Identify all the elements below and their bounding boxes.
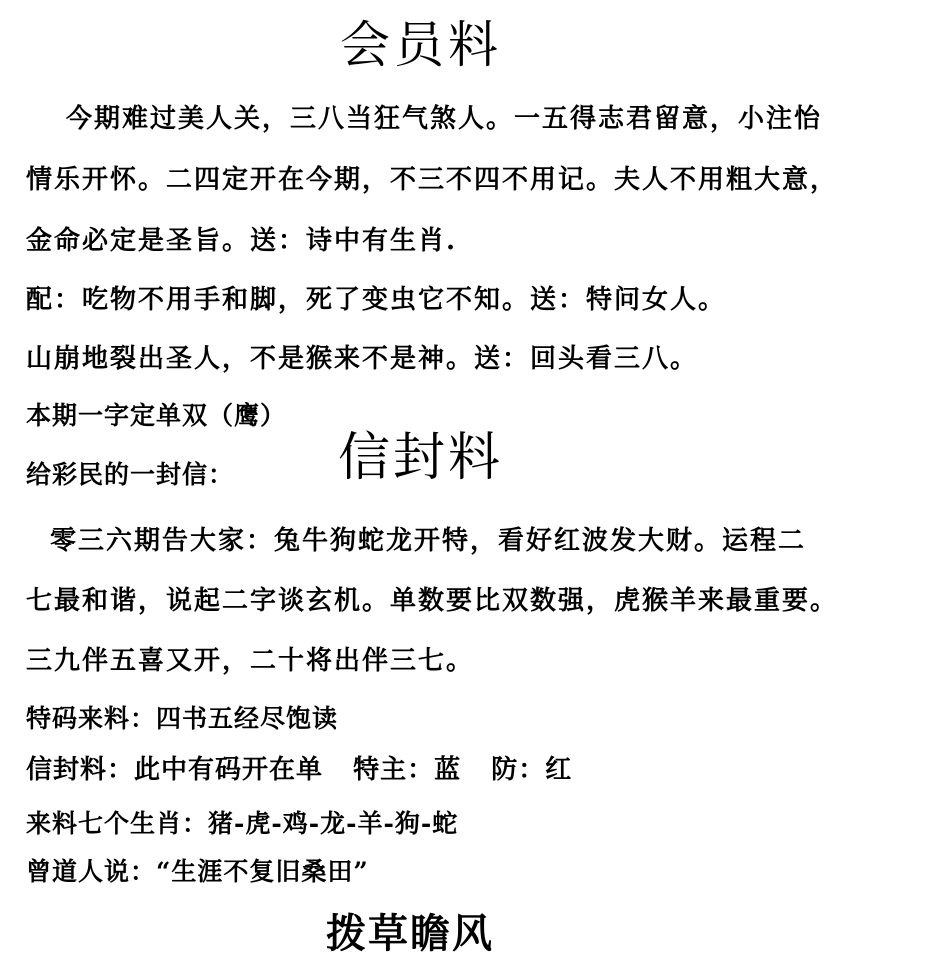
envelope-poem-line-2: 七最和谐，说起二字谈玄机。单数要比双数强，虎猴羊来最重要。 (26, 586, 839, 616)
member-poem-line-2: 情乐开怀。二四定开在今期，不三不四不用记。夫人不用粗大意， (26, 165, 839, 195)
envelope-info-line: 信封料：此中有码开在单 特主：蓝 防：红 (26, 755, 573, 785)
envelope-poem-line-3: 三九伴五喜又开，二十将出伴三七。 (26, 646, 475, 676)
member-poem-line-1: 今期难过美人关，三八当狂气煞人。一五得志君留意，小注怡 (66, 104, 823, 134)
member-section-title: 会员料 (340, 16, 502, 74)
special-code-line: 特码来料：四书五经尽饱读 (26, 704, 339, 733)
zodiac-seven-line: 来料七个生肖：猪-虎-鸡-龙-羊-狗-蛇 (26, 809, 459, 838)
footer-title: 拨草瞻风 (326, 911, 494, 957)
member-poem-line-3: 金命必定是圣旨。送：诗中有生肖. (26, 226, 458, 256)
single-double-line: 本期一字定单双（鹰） (26, 401, 287, 430)
taoist-says-line: 曾道人说：“生涯不复旧桑田” (26, 857, 369, 886)
envelope-section-title: 信封料 (338, 428, 504, 488)
member-poem-line-5: 山崩地裂出圣人，不是猴来不是神。送：回头看三八。 (26, 344, 699, 374)
letter-intro-line: 给彩民的一封信： (26, 460, 235, 489)
envelope-poem-line-1: 零三六期告大家：兔牛狗蛇龙开特，看好红波发大财。运程二 (50, 526, 807, 556)
member-poem-line-4: 配：吃物不用手和脚，死了变虫它不知。送：特问女人。 (26, 285, 727, 315)
